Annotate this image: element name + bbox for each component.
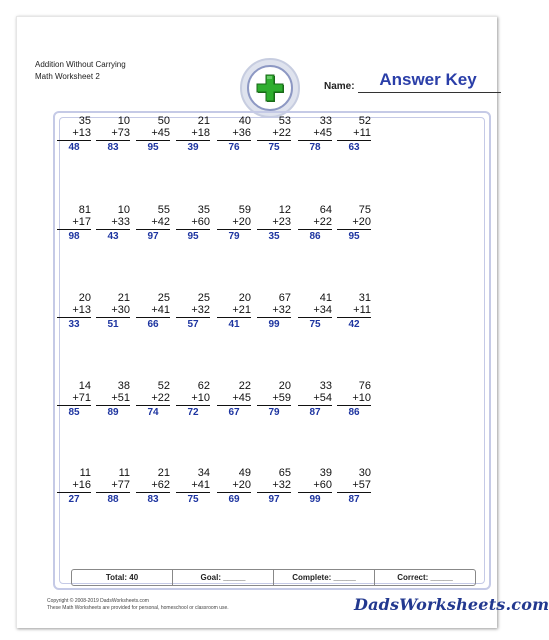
addend-top: 20	[278, 380, 291, 392]
addend-top: 25	[157, 292, 170, 304]
addend-bottom: +32	[272, 304, 291, 316]
answer: 72	[187, 407, 199, 418]
sum-rule	[217, 140, 251, 141]
addend-top: 30	[358, 467, 371, 479]
addend-bottom: +71	[72, 392, 91, 404]
answer: 67	[228, 407, 240, 418]
answer: 33	[68, 319, 80, 330]
sum-rule	[217, 317, 251, 318]
addend-bottom: +62	[151, 479, 170, 491]
addend-top: 21	[117, 292, 130, 304]
answer: 69	[228, 494, 240, 505]
answer: 98	[68, 231, 80, 242]
answer: 35	[268, 231, 280, 242]
addend-bottom: +22	[272, 127, 291, 139]
problem-4-2	[96, 380, 130, 419]
addend-top: 52	[157, 380, 170, 392]
addend-bottom: +54	[313, 392, 332, 404]
problem-5-3	[136, 467, 170, 506]
sum-rule	[96, 229, 130, 230]
sum-rule	[298, 140, 332, 141]
addend-top: 31	[358, 292, 371, 304]
addend-bottom: +42	[151, 216, 170, 228]
name-label: Name:	[324, 81, 355, 92]
addend-top: 53	[278, 115, 291, 127]
problem-4-4	[176, 380, 210, 419]
answer: 63	[348, 142, 360, 153]
answer: 89	[107, 407, 119, 418]
answer: 79	[228, 231, 240, 242]
problem-2-3	[136, 204, 170, 243]
problem-2-2	[96, 204, 130, 243]
problem-1-6	[257, 115, 291, 154]
answer: 57	[187, 319, 199, 330]
logo-badge	[240, 58, 300, 118]
sum-rule	[217, 405, 251, 406]
problem-4-1	[57, 380, 91, 419]
problem-3-3	[136, 292, 170, 331]
problem-1-5	[217, 115, 251, 154]
addend-bottom: +57	[352, 479, 371, 491]
addend-bottom: +16	[72, 479, 91, 491]
answer: 39	[187, 142, 199, 153]
sum-rule	[298, 492, 332, 493]
problem-5-8	[337, 467, 371, 506]
addend-top: 35	[78, 115, 91, 127]
sum-rule	[298, 317, 332, 318]
addend-bottom: +73	[111, 127, 130, 139]
sum-rule	[96, 317, 130, 318]
sum-rule	[337, 317, 371, 318]
plus-icon	[255, 73, 285, 103]
title-line-1: Addition Without Carrying	[35, 60, 126, 69]
addend-bottom: +32	[272, 479, 291, 491]
answer: 42	[348, 319, 360, 330]
addend-top: 20	[78, 292, 91, 304]
sum-rule	[136, 229, 170, 230]
summary-correct: Correct: _____	[397, 573, 453, 582]
addend-top: 33	[319, 115, 332, 127]
problem-5-1	[57, 467, 91, 506]
addend-top: 11	[118, 467, 130, 479]
addend-top: 10	[117, 204, 130, 216]
answer: 95	[348, 231, 360, 242]
problem-3-7	[298, 292, 332, 331]
sum-rule	[136, 140, 170, 141]
addend-bottom: +20	[352, 216, 371, 228]
sum-rule	[57, 229, 91, 230]
addend-bottom: +23	[272, 216, 291, 228]
addend-bottom: +34	[313, 304, 332, 316]
addend-bottom: +60	[191, 216, 210, 228]
problem-3-5	[217, 292, 251, 331]
addend-bottom: +13	[72, 304, 91, 316]
problem-5-6	[257, 467, 291, 506]
sum-rule	[337, 492, 371, 493]
sum-rule	[176, 492, 210, 493]
answer: 87	[309, 407, 321, 418]
addend-top: 35	[197, 204, 210, 216]
sum-rule	[57, 140, 91, 141]
answer: 79	[268, 407, 280, 418]
sum-rule	[337, 140, 371, 141]
brand-logo: DadsWorksheets.com	[354, 595, 549, 614]
addend-bottom: +36	[232, 127, 251, 139]
problem-3-6	[257, 292, 291, 331]
answer: 75	[309, 319, 321, 330]
addend-bottom: +21	[232, 304, 251, 316]
answer: 75	[187, 494, 199, 505]
addend-bottom: +20	[232, 216, 251, 228]
problem-3-1	[57, 292, 91, 331]
addend-bottom: +32	[191, 304, 210, 316]
answer: 86	[348, 407, 360, 418]
addend-bottom: +51	[111, 392, 130, 404]
addend-bottom: +11	[353, 127, 371, 139]
addend-bottom: +18	[191, 127, 210, 139]
problem-3-4	[176, 292, 210, 331]
answer: 43	[107, 231, 119, 242]
addend-bottom: +11	[353, 304, 371, 316]
sum-rule	[57, 492, 91, 493]
name-underline	[358, 92, 501, 93]
addend-top: 52	[358, 115, 371, 127]
problem-1-4	[176, 115, 210, 154]
sum-rule	[176, 229, 210, 230]
addend-bottom: +41	[151, 304, 170, 316]
addend-bottom: +59	[272, 392, 291, 404]
addend-top: 40	[238, 115, 251, 127]
problem-1-8	[337, 115, 371, 154]
addend-top: 62	[197, 380, 210, 392]
sum-rule	[176, 405, 210, 406]
problem-3-8	[337, 292, 371, 331]
addend-top: 34	[197, 467, 210, 479]
sum-rule	[96, 405, 130, 406]
addend-top: 10	[117, 115, 130, 127]
problem-2-8	[337, 204, 371, 243]
sum-rule	[337, 229, 371, 230]
problem-1-1	[57, 115, 91, 154]
sum-rule	[298, 229, 332, 230]
addend-top: 50	[157, 115, 170, 127]
problem-1-2	[96, 115, 130, 154]
answer: 41	[228, 319, 240, 330]
answer: 95	[147, 142, 159, 153]
addend-bottom: +22	[151, 392, 170, 404]
problem-2-6	[257, 204, 291, 243]
summary-bar	[71, 569, 476, 586]
sum-rule	[257, 229, 291, 230]
addend-top: 20	[238, 292, 251, 304]
sum-rule	[257, 317, 291, 318]
answer: 97	[147, 231, 159, 242]
addend-top: 55	[157, 204, 170, 216]
answer: 66	[147, 319, 159, 330]
addend-top: 81	[78, 204, 91, 216]
footer-copyright: Copyright © 2008-2019 DadsWorksheets.com	[47, 598, 149, 604]
addend-bottom: +20	[232, 479, 251, 491]
problem-1-3	[136, 115, 170, 154]
addend-top: 39	[319, 467, 332, 479]
addend-top: 22	[238, 380, 251, 392]
problem-2-1	[57, 204, 91, 243]
addend-top: 41	[319, 292, 332, 304]
addend-bottom: +13	[72, 127, 91, 139]
addend-bottom: +17	[72, 216, 91, 228]
addend-bottom: +30	[111, 304, 130, 316]
addend-top: 67	[278, 292, 291, 304]
sum-rule	[217, 229, 251, 230]
answer: 86	[309, 231, 321, 242]
answer-key-text: Answer Key	[379, 70, 477, 89]
addend-top: 25	[197, 292, 210, 304]
problem-4-5	[217, 380, 251, 419]
sum-rule	[257, 492, 291, 493]
addend-bottom: +45	[232, 392, 251, 404]
addend-top: 21	[197, 115, 210, 127]
addend-bottom: +33	[111, 216, 130, 228]
addend-top: 75	[358, 204, 371, 216]
addend-bottom: +45	[313, 127, 332, 139]
addend-bottom: +10	[352, 392, 371, 404]
sum-rule	[96, 492, 130, 493]
addend-top: 21	[157, 467, 170, 479]
addend-top: 59	[238, 204, 251, 216]
answer: 74	[147, 407, 159, 418]
problem-5-5	[217, 467, 251, 506]
problem-1-7	[298, 115, 332, 154]
addend-bottom: +22	[313, 216, 332, 228]
sum-rule	[298, 405, 332, 406]
addend-top: 76	[358, 380, 371, 392]
addend-top: 12	[278, 204, 291, 216]
sum-rule	[57, 405, 91, 406]
logo-inner-circle	[247, 65, 293, 111]
addend-top: 49	[238, 467, 251, 479]
problem-2-5	[217, 204, 251, 243]
sum-rule	[136, 492, 170, 493]
problem-3-2	[96, 292, 130, 331]
problems-frame	[53, 111, 491, 590]
summary-complete: Complete: _____	[274, 570, 375, 585]
addend-top: 65	[278, 467, 291, 479]
sum-rule	[257, 140, 291, 141]
answer: 85	[68, 407, 80, 418]
worksheet-page	[16, 16, 549, 628]
addend-bottom: +77	[111, 479, 130, 491]
answer: 99	[309, 494, 321, 505]
answer: 88	[107, 494, 119, 505]
addend-bottom: +41	[191, 479, 210, 491]
problem-4-8	[337, 380, 371, 419]
addend-top: 11	[79, 467, 91, 479]
sum-rule	[96, 140, 130, 141]
problem-5-4	[176, 467, 210, 506]
sum-rule	[337, 405, 371, 406]
addend-bottom: +45	[151, 127, 170, 139]
sum-rule	[257, 405, 291, 406]
addend-bottom: +60	[313, 479, 332, 491]
title-line-2: Math Worksheet 2	[35, 72, 100, 81]
answer: 48	[68, 142, 80, 153]
problems-frame-inner	[59, 117, 485, 584]
addend-top: 38	[117, 380, 130, 392]
footer-notice: These Math Worksheets are provided for personal, homeschool or classroom use.	[47, 605, 229, 611]
problem-4-3	[136, 380, 170, 419]
addend-top: 33	[319, 380, 332, 392]
problem-4-6	[257, 380, 291, 419]
sum-rule	[176, 140, 210, 141]
answer: 78	[309, 142, 321, 153]
sum-rule	[217, 492, 251, 493]
problem-5-7	[298, 467, 332, 506]
answer: 99	[268, 319, 280, 330]
summary-goal: Goal: _____	[173, 570, 274, 585]
answer: 75	[268, 142, 280, 153]
answer: 87	[348, 494, 360, 505]
answer: 51	[107, 319, 119, 330]
sum-rule	[176, 317, 210, 318]
answer: 83	[107, 142, 119, 153]
footer-text	[47, 598, 229, 612]
problem-4-7	[298, 380, 332, 419]
sum-rule	[136, 405, 170, 406]
answer: 76	[228, 142, 240, 153]
problem-5-2	[96, 467, 130, 506]
worksheet-title	[35, 59, 126, 83]
answer: 27	[68, 494, 80, 505]
sum-rule	[136, 317, 170, 318]
answer: 95	[187, 231, 199, 242]
addend-top: 14	[78, 380, 91, 392]
problem-2-4	[176, 204, 210, 243]
summary-total: Total: 40	[72, 570, 173, 585]
answer: 83	[147, 494, 159, 505]
addend-top: 64	[319, 204, 332, 216]
problem-2-7	[298, 204, 332, 243]
answer: 97	[268, 494, 280, 505]
addend-bottom: +10	[191, 392, 210, 404]
sum-rule	[57, 317, 91, 318]
